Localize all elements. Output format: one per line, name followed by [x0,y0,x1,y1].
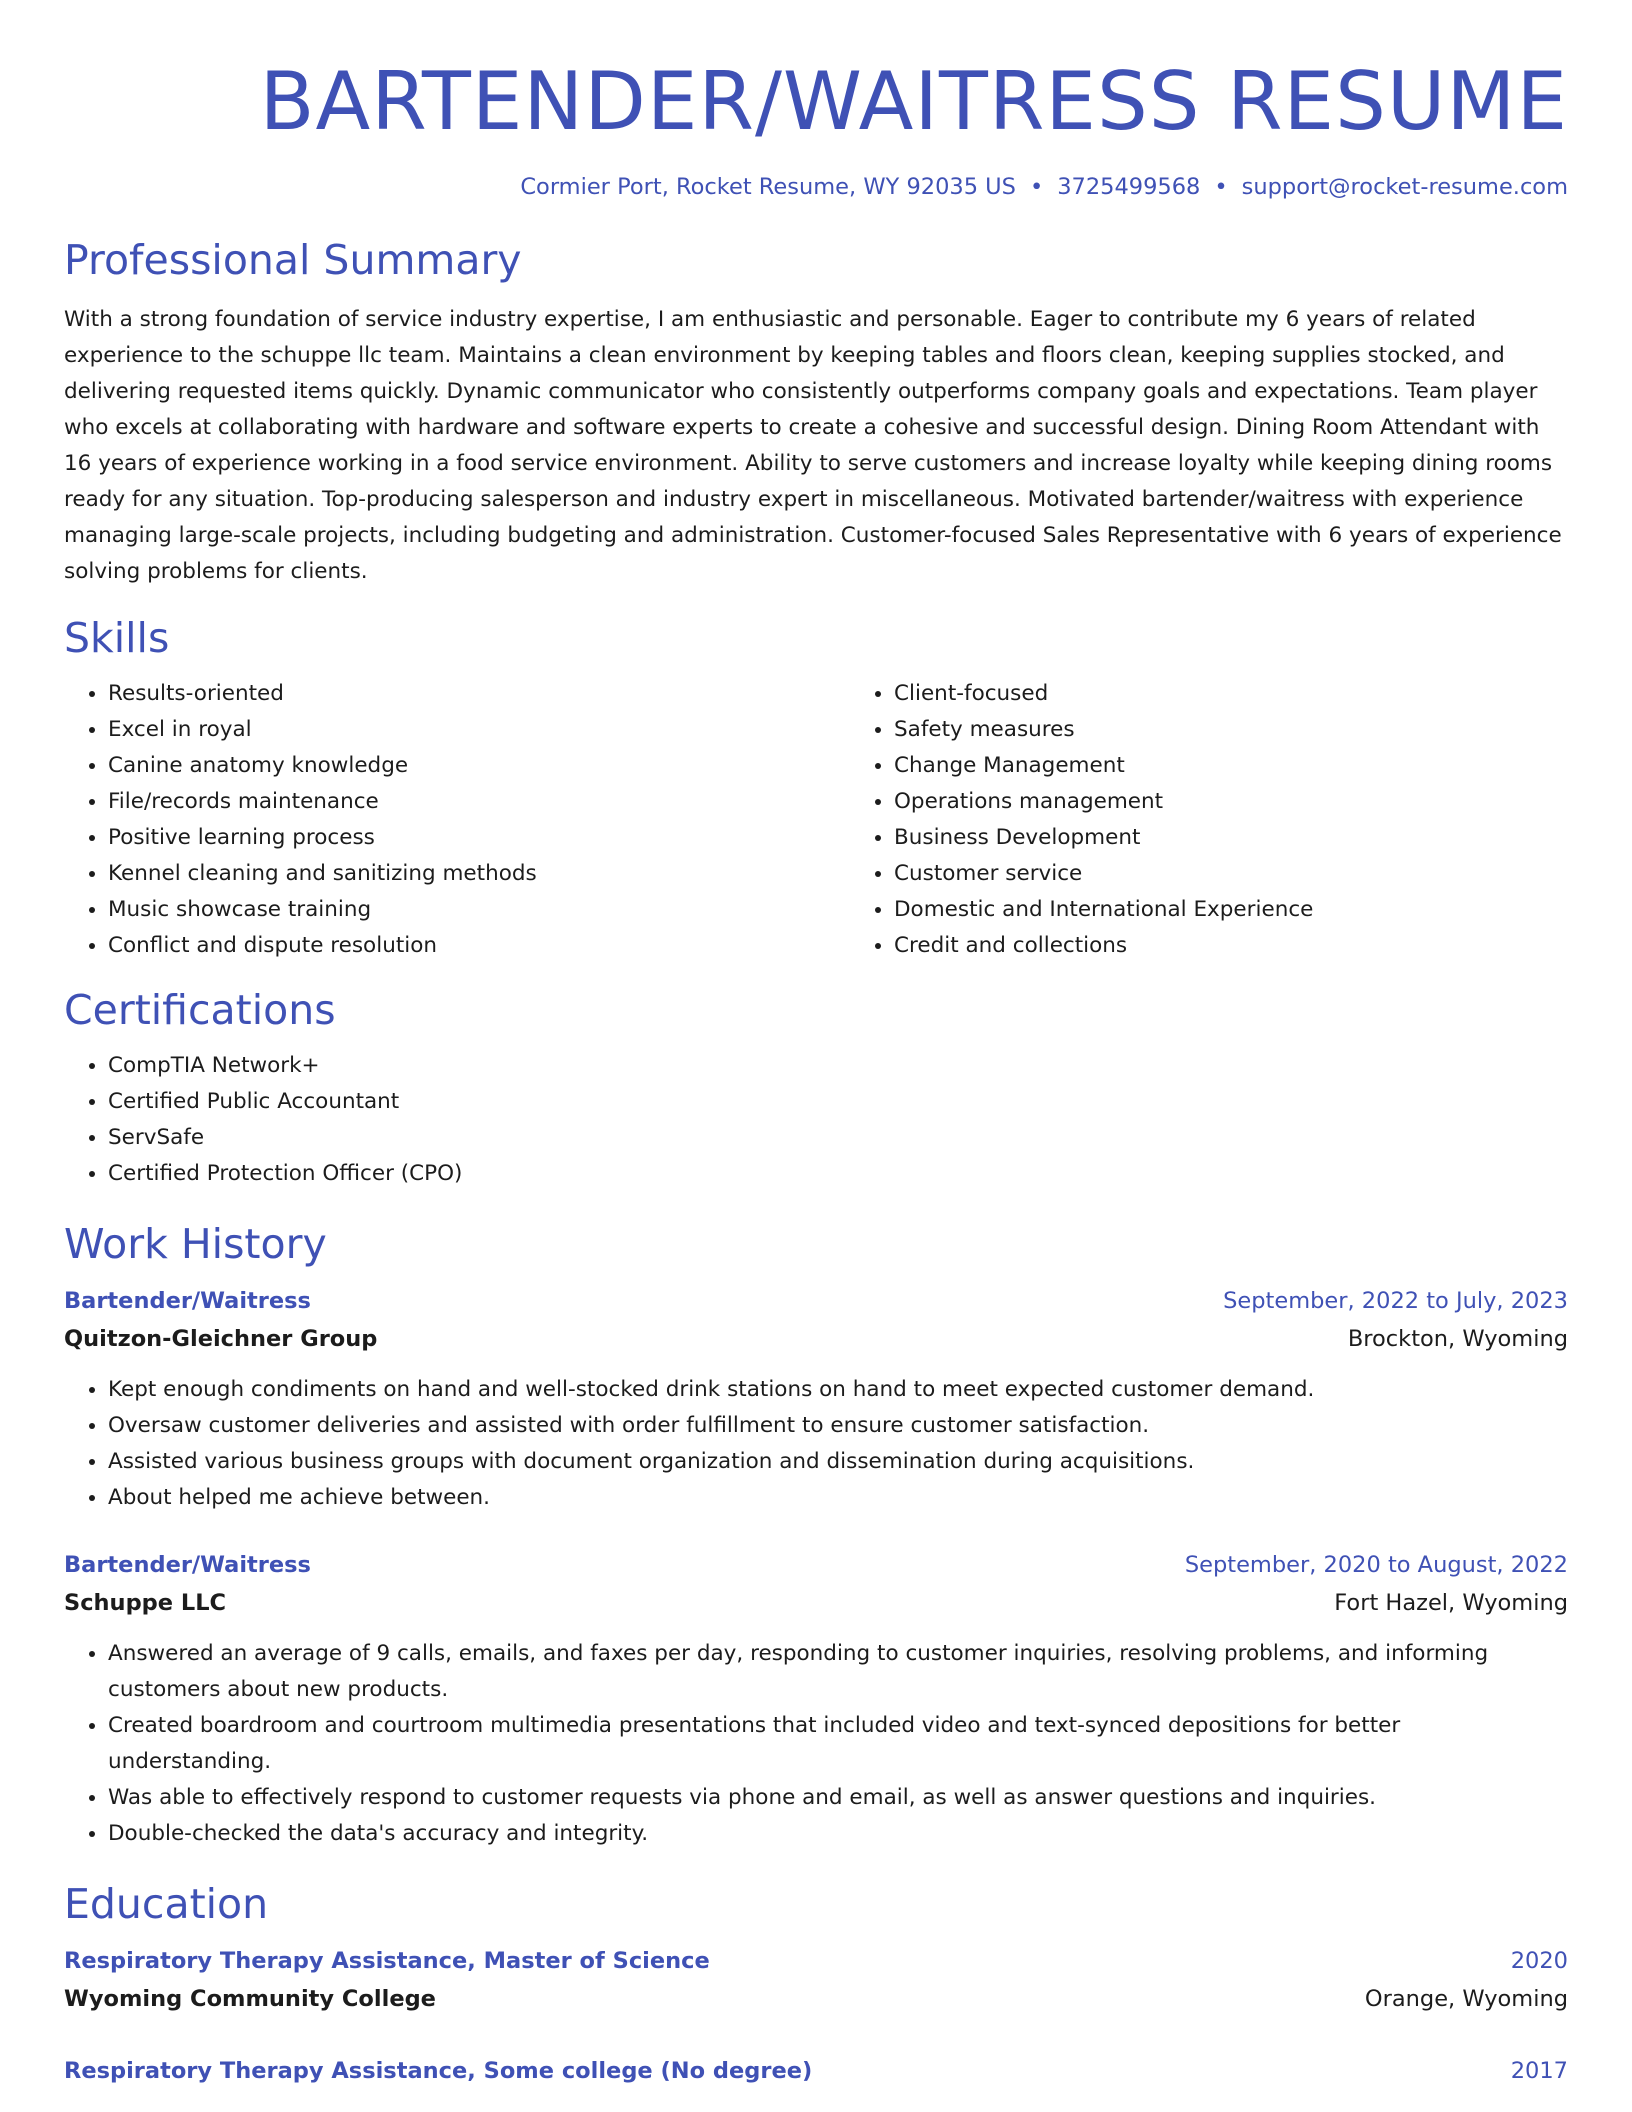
education-header-row [64,1942,1568,1980]
job-header-row [64,1282,1568,1320]
skill-item: • Conflict and dispute resolution [108,928,850,964]
contact-address: Cormier Port, Rocket Resume, WY 92035 US [520,174,1016,200]
skill-item: • File/records maintenance [108,784,850,820]
education-heading: Education [64,1880,269,1928]
skills-grid [64,676,1568,964]
education-school: Wyoming Community College [64,1986,436,2012]
certification-item: • Certified Protection Officer (CPO) [108,1156,1568,1192]
skills-heading: Skills [64,614,170,662]
contact-email[interactable]: support@rocket-resume.com [1241,174,1568,200]
job-bullets [64,1372,1568,1516]
job-bullet: • Oversaw customer deliveries and assisted with order fulfillment to ensure customer satisfaction. [108,1408,1568,1444]
job-entry [64,1546,1568,1852]
skill-item: • Canine anatomy knowledge [108,748,850,784]
job-bullets [64,1636,1568,1852]
job-bullet: • Double-checked the data's accuracy and integrity. [108,1816,1568,1852]
skills-list-left [64,676,850,964]
education-entry [64,1942,1568,2018]
job-company: Schuppe LLC [64,1590,227,1616]
certifications-heading: Certifications [64,986,336,1034]
contact-separator: • [1029,174,1044,200]
skill-item: • Client-focused [894,676,1632,712]
skill-item: • Credit and collections [894,928,1632,964]
job-location: Fort Hazel, Wyoming [1334,1590,1568,1616]
skill-item: • Kennel cleaning and sanitizing methods [108,856,850,892]
job-company: Quitzon-Gleichner Group [64,1326,378,1352]
contact-line [64,174,1568,200]
skill-item: • Operations management [894,784,1632,820]
job-header-row [64,1546,1568,1584]
skill-item: • Domestic and International Experience [894,892,1632,928]
certification-item: • ServSafe [108,1120,1568,1156]
certification-item: • CompTIA Network+ [108,1048,1568,1084]
job-title: Bartender/Waitress [64,1552,311,1578]
job-bullet: • Was able to effectively respond to customer requests via phone and email, as well as answer questions and inquiries. [108,1780,1568,1816]
job-title: Bartender/Waitress [64,1288,311,1314]
skill-item: • Positive learning process [108,820,850,856]
skill-item: • Customer service [894,856,1632,892]
summary-text: With a strong foundation of service industry expertise, I am enthusiastic and personable. Eager to contribute my 6 years of related experience to the schuppe llc team. Maintains a clean environment by keeping tables and floors clean, keeping supplies stocked, and delivering requested items quickly. Dynamic communicator who consistently outperforms company goals and expectations. Team player who excels at collaborating with hardware and software experts to create a cohesive and successful design. Dining Room Attendant with 16 years of experience working in a food service environment. Ability to serve customers and increase loyalty while keeping dining rooms ready for any situation. Top-producing salesperson and industry expert in miscellaneous. Motivated bartender/waitress with experience managing large-scale projects, including budgeting and administration. Customer-focused Sales Representative with 6 years of experience solving problems for clients. [64,307,1562,584]
education-location: Orange, Wyoming [1364,1986,1568,2012]
job-bullet: • Assisted various business groups with document organization and dissemination during acquisitions. [108,1444,1568,1480]
skill-item: • Music showcase training [108,892,850,928]
skill-item: • Change Management [894,748,1632,784]
job-bullet: • Kept enough condiments on hand and well-stocked drink stations on hand to meet expected customer demand. [108,1372,1568,1408]
skills-list-right [850,676,1632,964]
job-company-row [64,1584,1568,1622]
education-header-row [64,2052,1568,2090]
skill-item: • Business Development [894,820,1632,856]
summary-heading: Professional Summary [64,236,522,284]
skill-item: • Excel in royal [108,712,850,748]
certification-item: • Certified Public Accountant [108,1084,1568,1120]
education-degree: Respiratory Therapy Assistance, Some college (No degree) [64,2058,813,2084]
education-degree: Respiratory Therapy Assistance, Master of Science [64,1948,710,1974]
contact-phone: 3725499568 [1057,174,1201,200]
job-company-row [64,1320,1568,1358]
education-entry [64,2052,1568,2090]
job-location: Brockton, Wyoming [1347,1326,1568,1352]
resume-title: BARTENDER/WAITRESS RESUME [259,55,1568,148]
education-school-row [64,1980,1568,2018]
contact-separator: • [1214,174,1228,200]
education-year: 2020 [1510,1948,1568,1974]
job-dates: September, 2020 to August, 2022 [1184,1552,1568,1578]
work-history-heading: Work History [64,1220,327,1268]
job-bullet: • Answered an average of 9 calls, emails, and faxes per day, responding to customer inquiries, resolving problems, and informing customers about new products. [108,1636,1568,1708]
education-year: 2017 [1510,2058,1568,2084]
certifications-list [64,1048,1568,1192]
skill-item: • Safety measures [894,712,1632,748]
job-entry [64,1282,1568,1516]
job-bullet: • About helped me achieve between. [108,1480,1568,1516]
job-dates: September, 2022 to July, 2023 [1223,1288,1568,1314]
job-bullet: • Created boardroom and courtroom multimedia presentations that included video and text-synced depositions for better understanding. [108,1708,1568,1780]
skill-item: • Results-oriented [108,676,850,712]
